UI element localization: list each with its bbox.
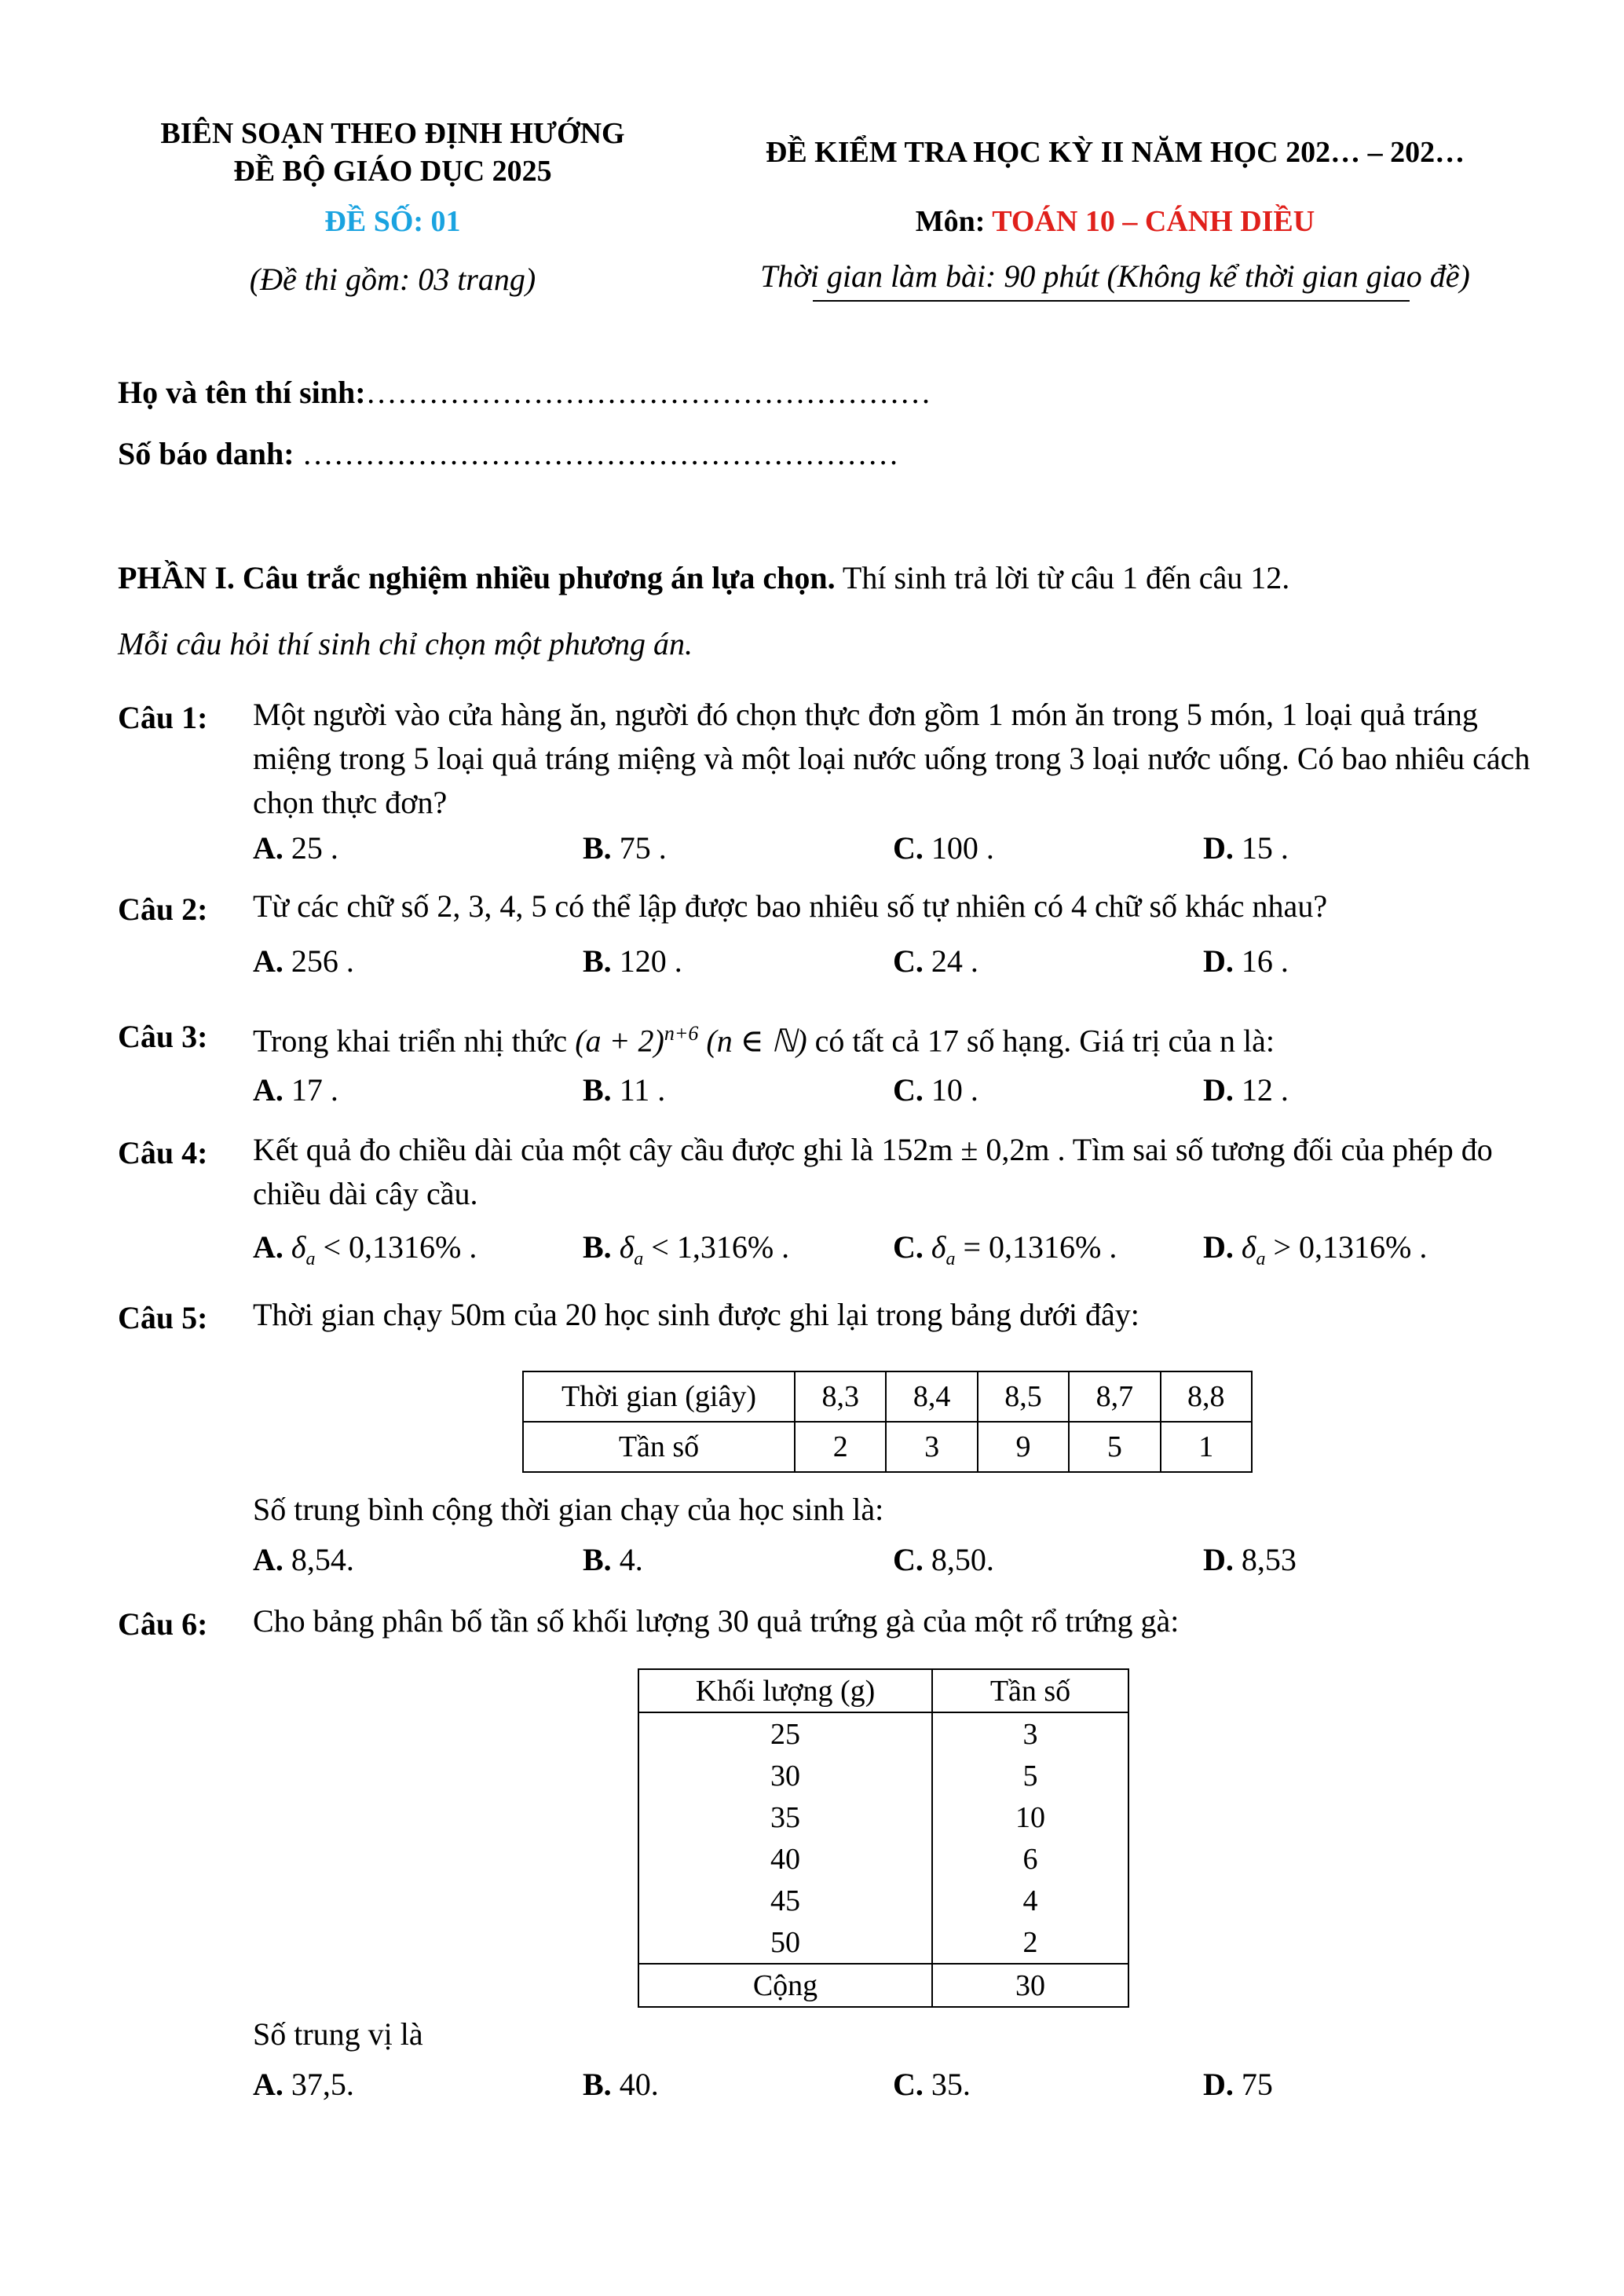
student-name-line: [118, 374, 931, 411]
table-cell: 8,4: [886, 1371, 977, 1422]
table-row: [523, 1371, 1252, 1422]
header-left-line1: BIÊN SOẠN THEO ĐỊNH HƯỚNG: [160, 117, 625, 150]
table-row: [638, 1880, 1128, 1921]
q1-option-d[interactable]: D. 15 .: [1203, 830, 1289, 866]
q2-option-a[interactable]: A. 256 .: [253, 943, 354, 979]
question-1-label: Câu 1:: [118, 700, 208, 735]
question-6-after: Số trung vị là: [253, 2016, 423, 2052]
table-row: [638, 1838, 1128, 1880]
table-cell: 5: [932, 1755, 1128, 1796]
q3-option-d[interactable]: D. 12 .: [1203, 1072, 1289, 1108]
table-cell: 8,8: [1161, 1371, 1252, 1422]
table-cell: 8,7: [1069, 1371, 1160, 1422]
exam-code: ĐỀ SỐ: 01: [324, 205, 461, 238]
table-cell: 2: [795, 1422, 886, 1472]
id-label: Số báo danh:: [118, 436, 302, 471]
egg-weight-table: [638, 1668, 1129, 2008]
table-cell: 2: [932, 1921, 1128, 1964]
page-count: (Đề thi gồm: 03 trang): [249, 262, 536, 297]
question-4-text: Kết quả đo chiều dài của một cây cầu được ghi là 152m ± 0,2m . Tìm sai số tương đối của phép đo chiều dài cây cầu.: [253, 1132, 1493, 1211]
table-cell: 35: [638, 1796, 932, 1838]
subject-line: [691, 204, 1539, 239]
subject-value: TOÁN 10 – CÁNH DIỀU: [992, 205, 1315, 238]
q1-option-b[interactable]: B. 75 .: [583, 830, 667, 866]
table-row: [638, 1964, 1128, 2007]
table-row: [638, 1755, 1128, 1796]
q5-option-a[interactable]: A. 8,54.: [253, 1542, 354, 1577]
part1-title: [118, 559, 1289, 596]
q4-option-c[interactable]: C. $\delta_a = 0,1316\%$ .: [893, 1229, 1117, 1269]
q4-option-d[interactable]: D. $\delta_a > 0,1316\%$ .: [1203, 1229, 1428, 1269]
q6-option-a[interactable]: A. 37,5.: [253, 2067, 354, 2102]
q1-option-c[interactable]: C. 100 .: [893, 830, 994, 866]
table-row: [523, 1422, 1252, 1472]
id-dots[interactable]: …………………………………………………: [302, 436, 899, 471]
header-underline: [813, 300, 1410, 302]
part1-title-bold: PHẦN I. Câu trắc nghiệm nhiều phương án lựa chọn.: [118, 560, 836, 595]
question-3-text: Trong khai triển nhị thức $(a + 2)^{n+6}$ (n ∈ ℕ) có tất cả 17 số hạng. Giá trị của n là:: [253, 1022, 1275, 1059]
table-cell: 25: [638, 1712, 932, 1755]
table-cell: Tần số: [932, 1669, 1128, 1712]
table-row: [638, 1669, 1128, 1712]
table-cell: 1: [1161, 1422, 1252, 1472]
table-cell: 8,3: [795, 1371, 886, 1422]
question-6-text: Cho bảng phân bố tần số khối lượng 30 quả trứng gà của một rổ trứng gà:: [253, 1603, 1180, 1639]
question-5-text: Thời gian chạy 50m của 20 học sinh được ghi lại trong bảng dưới đây:: [253, 1297, 1139, 1332]
q6-option-b[interactable]: B. 40.: [583, 2067, 659, 2102]
question-2-text: Từ các chữ số 2, 3, 4, 5 có thể lập được bao nhiêu số tự nhiên có 4 chữ số khác nhau?: [253, 888, 1328, 924]
table-cell: Khối lượng (g): [638, 1669, 932, 1712]
running-time-table: [522, 1371, 1253, 1473]
table-cell: 45: [638, 1880, 932, 1921]
student-id-line: [118, 435, 899, 472]
binomial-condition: (n ∈ ℕ): [698, 1023, 815, 1059]
table-cell: Thời gian (giây): [523, 1371, 795, 1422]
q4-option-b[interactable]: B. $\delta_a < 1,316\%$ .: [583, 1229, 790, 1269]
part1-instruction: Mỗi câu hỏi thí sinh chỉ chọn một phương án.: [118, 626, 693, 661]
q3-option-b[interactable]: B. 11 .: [583, 1072, 666, 1108]
header-left-line2: ĐỀ BỘ GIÁO DỤC 2025: [233, 155, 552, 188]
q6-option-d[interactable]: D. 75: [1203, 2067, 1273, 2102]
q3-option-c[interactable]: C. 10 .: [893, 1072, 978, 1108]
q4-option-a[interactable]: A. $\delta_a < 0,1316\%$ .: [253, 1229, 477, 1269]
q2-option-b[interactable]: B. 120 .: [583, 943, 682, 979]
q5-option-c[interactable]: C. 8,50.: [893, 1542, 994, 1577]
binomial-expression: (a + 2): [575, 1023, 664, 1059]
table-cell: 10: [932, 1796, 1128, 1838]
name-dots[interactable]: ………………………………………………: [365, 375, 931, 410]
table-cell: 50: [638, 1921, 932, 1964]
table-cell: 30: [932, 1964, 1128, 2007]
table-cell: 30: [638, 1755, 932, 1796]
table-cell: 6: [932, 1838, 1128, 1880]
q1-option-a[interactable]: A. 25 .: [253, 830, 338, 866]
table-cell: 40: [638, 1838, 932, 1880]
table-cell: Tần số: [523, 1422, 795, 1472]
question-5-label: Câu 5:: [118, 1300, 208, 1335]
binomial-exponent: n+6: [664, 1022, 699, 1045]
question-2-label: Câu 2:: [118, 892, 208, 927]
table-row: [638, 1712, 1128, 1755]
question-6-label: Câu 6:: [118, 1606, 208, 1642]
table-cell: 5: [1069, 1422, 1160, 1472]
q2-option-d[interactable]: D. 16 .: [1203, 943, 1289, 979]
q5-option-d[interactable]: D. 8,53: [1203, 1542, 1297, 1577]
q2-option-c[interactable]: C. 24 .: [893, 943, 978, 979]
table-cell: 9: [978, 1422, 1069, 1472]
q3-option-a[interactable]: A. 17 .: [253, 1072, 338, 1108]
q5-option-b[interactable]: B. 4.: [583, 1542, 643, 1577]
question-1-text: Một người vào cửa hàng ăn, người đó chọn thực đơn gồm 1 món ăn trong 5 món, 1 loại quả tráng miệng trong 5 loại quả tráng miệng và một loại nước uống trong 3 loại nước uống. Có bao nhiêu cách chọn thực đơn?: [253, 697, 1531, 820]
table-cell: 3: [932, 1712, 1128, 1755]
question-3-label: Câu 3:: [118, 1019, 208, 1054]
question-5-after: Số trung bình cộng thời gian chạy của học sinh là:: [253, 1492, 884, 1527]
table-cell: Cộng: [638, 1964, 932, 2007]
q6-option-c[interactable]: C. 35.: [893, 2067, 971, 2102]
table-cell: 3: [886, 1422, 977, 1472]
table-row: [638, 1921, 1128, 1964]
time-note: Thời gian làm bài: 90 phút (Không kể thời gian giao đề): [760, 258, 1470, 294]
subject-label: Môn:: [915, 205, 993, 238]
table-row: [638, 1796, 1128, 1838]
table-cell: 8,5: [978, 1371, 1069, 1422]
table-cell: 4: [932, 1880, 1128, 1921]
name-label: Họ và tên thí sinh:: [118, 375, 366, 410]
question-4-label: Câu 4:: [118, 1135, 208, 1170]
exam-title: ĐỀ KIỂM TRA HỌC KỲ II NĂM HỌC 202… – 202…: [765, 136, 1465, 169]
part1-title-rest: Thí sinh trả lời từ câu 1 đến câu 12.: [835, 560, 1290, 595]
